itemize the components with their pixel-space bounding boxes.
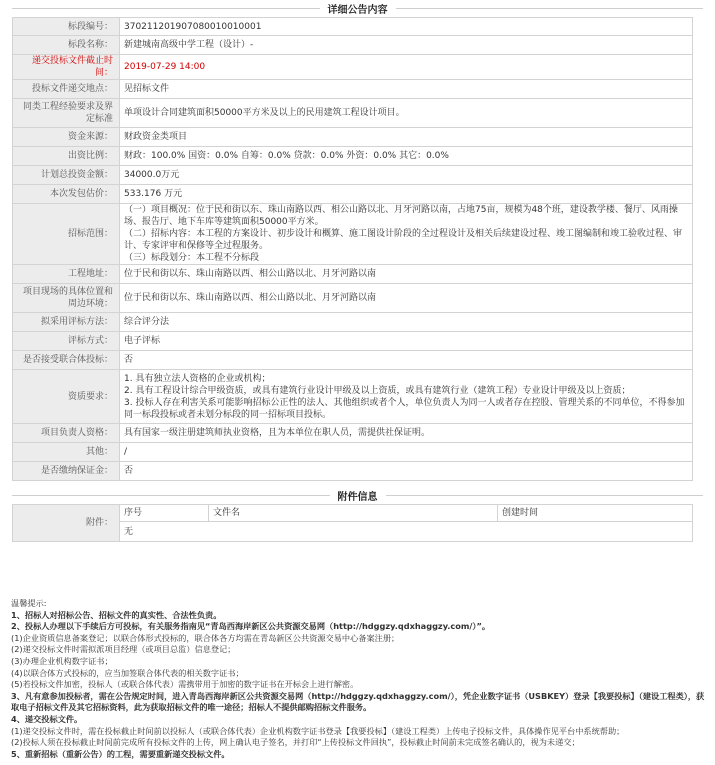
detail-row-value: 单项设计合同建筑面积50000平方米及以上的民用建筑工程设计项目。 [120,99,693,128]
attachment-empty: 无 [120,522,693,542]
detail-row-label: 项目现场的具体位置和周边环境： [13,284,120,313]
detail-row-value: / [120,443,693,462]
notes-line: (1)企业资质信息备案登记；以联合体形式投标的，联合体各方均需在青岛新区公共资源交易中心备案注册； [11,632,400,643]
detail-row [13,351,693,370]
detail-row [13,313,693,332]
detail-row [13,462,693,481]
detail-row-label: 其他： [13,443,120,462]
detail-row [13,128,693,147]
detail-row-line: （一）项目概况：位于民和街以东、珠山南路以西、相公山路以北、月牙河路以南，占地75亩，规模为48个班，建设教学楼、餐厅、风雨操场、报告厅、地下车库等建筑面积50000平方米。 [124,205,678,227]
detail-row [13,424,693,443]
detail-section-header [12,0,703,17]
detail-row-label: 投标文件递交地点： [13,80,120,99]
detail-row-label: 招标范围： [13,204,120,265]
detail-row-label: 评标方式： [13,332,120,351]
detail-row-value: 533.176 万元 [120,185,693,204]
detail-row-label: 资金来源： [13,128,120,147]
detail-row [13,36,693,55]
attachment-label: 附件： [13,505,120,542]
detail-row [13,18,693,36]
notes-line: (2)投标人须在投标截止时间前完成所有投标文件的上传，网上确认电子签名，并打印“上传投标文件回执”，投标截止时间前未完成签名确认的，视为未递交； [11,737,580,748]
detail-row-value: 电子评标 [120,332,693,351]
notes-line: 5、重新招标（重新公告）的工程，需要重新递交投标文件。 [11,748,230,759]
detail-row-label: 标段名称： [13,36,120,55]
detail-table [12,17,693,481]
detail-row [13,147,693,166]
notes-line: (2)递交投标文件时需拟派项目经理（或项目总监）信息登记； [11,644,236,655]
notes-line: (4)以联合体方式投标的，应当加签联合体代表的相关数字证书； [11,667,244,678]
detail-row-label: 是否缴纳保证金： [13,462,120,481]
detail-row-label: 资质要求： [13,370,120,424]
detail-row-label: 拟采用评标方法： [13,313,120,332]
notes-panel [11,598,707,760]
detail-row-label: 是否接受联合体投标： [13,351,120,370]
detail-row-label: 项目负责人资格： [13,424,120,443]
detail-row-label: 同类工程经验要求及界定标准 [13,99,120,128]
detail-row-line: 1. 具有独立法人资格的企业或机构； [124,373,271,384]
notes-title: 温馨提示: [11,598,47,608]
detail-row [13,99,693,128]
detail-row-label: 标段编号： [13,18,120,36]
detail-row [13,284,693,313]
attachment-header-created: 创建时间 [498,505,693,522]
detail-row-label: 本次发包估价： [13,185,120,204]
detail-row [13,185,693,204]
detail-row-line: （三）标段划分：本工程不分标段 [124,253,260,263]
attachment-table [12,504,693,542]
attachment-section-title: 附件信息 [330,488,386,503]
detail-row-value: 370211201907080010010001 [120,18,693,36]
attachment-header-filename: 文件名 [209,505,498,522]
detail-row-value: 具有国家一级注册建筑师执业资格，且为本单位在职人员，需提供社保证明。 [120,424,693,443]
detail-row-value: 34000.0万元 [120,166,693,185]
detail-row [13,443,693,462]
detail-row-value: 2019-07-29 14:00 [120,55,693,80]
detail-row-value: 新建城南高级中学工程（设计）- [120,36,693,55]
notes-line: (3)办理企业机构数字证书； [11,655,113,666]
notes-line: (1)递交投标文件时，需在投标截止时间前以投标人（或联合体代表）企业机构数字证书登录【我要投标】（建设工程类）上传电子投标文件，具体操作见平台中系统帮助； [11,725,625,736]
detail-row-line: 2. 具有工程设计综合甲级资质，或具有建筑行业设计甲级及以上资质，或具有建筑行业（建筑工程）专业设计甲级及以上资质； [124,385,631,396]
detail-row [13,55,693,80]
detail-row-line: 3. 投标人存在利害关系可能影响招标公正性的法人、其他组织或者个人，单位负责人为同一人或者存在控股、管理关系的不同单位，不得参加同一标段投标或者未划分标段的同一招标项目投标。 [124,397,685,420]
detail-row [13,265,693,284]
notes-line: (5)若投标文件加密，投标人（或联合体代表）需携带用于加密的数字证书在开标会上进行解密。 [11,679,359,690]
detail-row-label: 计划总投资金额： [13,166,120,185]
detail-row-value: 位于民和街以东、珠山南路以西、相公山路以北、月牙河路以南 [120,265,693,284]
notes-line: 2、投标人办理以下手续后方可投标，有关服务指南见“青岛西海岸新区公共资源交易网（http://hdggzy.qdxhaggzy.com/）”。 [11,621,491,632]
detail-row-label: 出资比例： [13,147,120,166]
detail-row [13,370,693,424]
detail-row-value [120,204,693,265]
detail-row-label: 递交投标文件截止时间： [13,55,120,80]
detail-row [13,332,693,351]
detail-row-value: 否 [120,462,693,481]
attachment-section-header [12,487,703,504]
detail-row-value: 见招标文件 [120,80,693,99]
detail-row-value: 否 [120,351,693,370]
notes-line: 4、递交投标文件。 [11,713,83,724]
detail-row [13,80,693,99]
detail-row [13,204,693,265]
detail-section-title: 详细公告内容 [320,1,396,16]
detail-row-value: 综合评分法 [120,313,693,332]
detail-row-value: 财政：100.0% 国资：0.0% 自筹：0.0% 贷款：0.0% 外资：0.0% 其它：0.0% [120,147,693,166]
notes-line: 1、招标人对招标公告、招标文件的真实性、合法性负责。 [11,609,222,620]
detail-row-value: 财政资金类项目 [120,128,693,147]
attachment-header-index: 序号 [120,505,209,522]
detail-row-line: （二）招标内容：本工程的方案设计、初步设计和概算、施工图设计阶段的全过程设计及相关后续建设过程、竣工图编制和竣工验收过程、审计、专家评审和保修等全过程服务。 [124,229,683,251]
notes-line: 3、凡有意参加投标者，需在公告规定时间，进入青岛西海岸新区公共资源交易网（http://hdggzy.qdxhaggzy.com/），凭企业数字证书（USBKEY）登录【我要投标】（建设工程类），获取电子招标文件及其它招标资料，此为获取招标文件的唯一途径；招标人不提供邮购招标文件服务。 [11,690,705,713]
detail-row [13,166,693,185]
detail-row-value [120,370,693,424]
detail-row-value: 位于民和街以东、珠山南路以西、相公山路以北、月牙河路以南 [120,284,693,313]
detail-row-label: 工程地址： [13,265,120,284]
